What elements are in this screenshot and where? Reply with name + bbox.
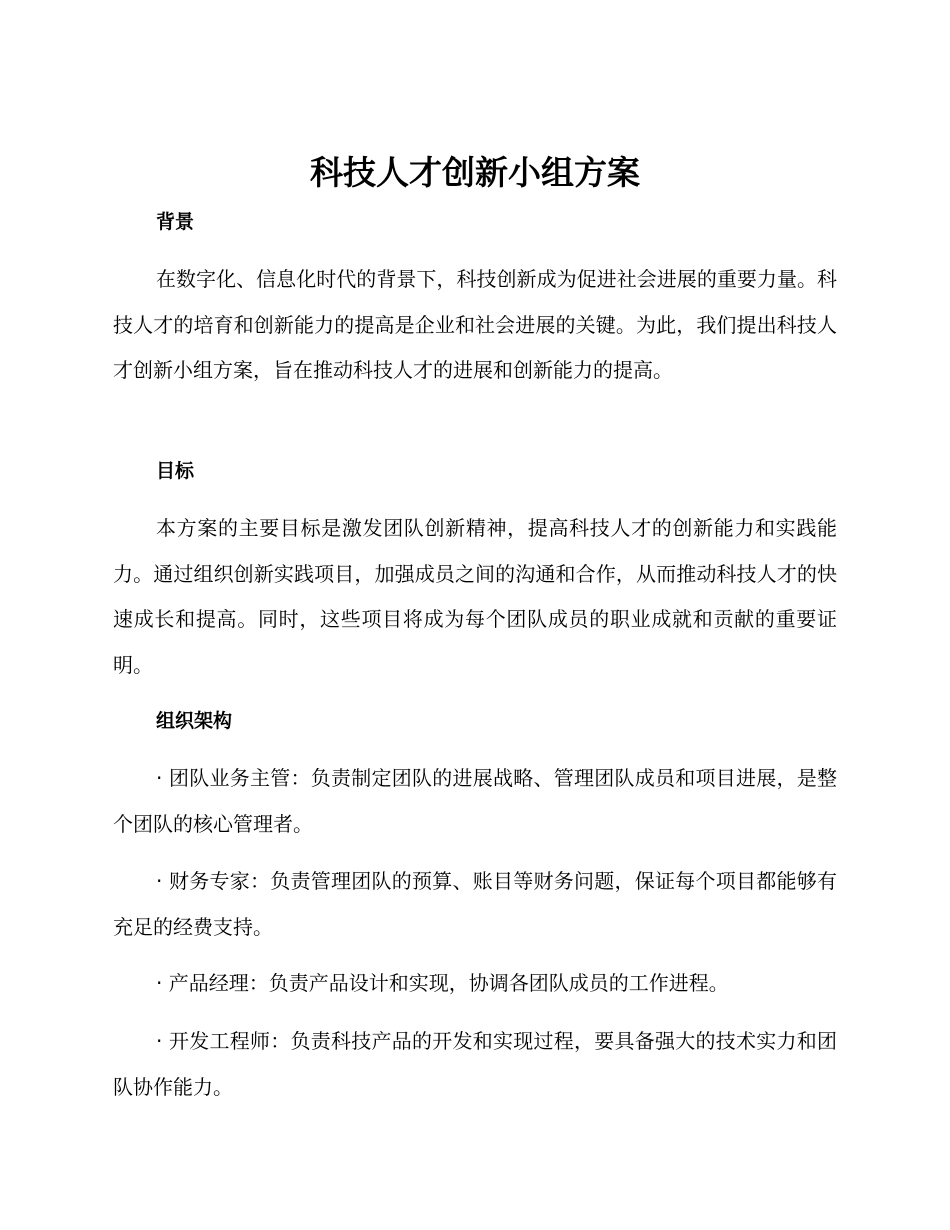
org-item-developer: · 开发工程师：负责科技产品的开发和实现过程，要具备强大的技术实力和团队协作能力。 xyxy=(113,1029,837,1099)
section-heading-background: 背景 xyxy=(156,211,195,233)
background-paragraph: 在数字化、信息化时代的背景下，科技创新成为促进社会进展的重要力量。科技人才的培育和创新能力的提高是企业和社会进展的关键。为此，我们提出科技人才创新小组方案，旨在推动科技人才的进展和创新能力的提高。 xyxy=(113,267,837,382)
section-heading-goal: 目标 xyxy=(156,460,195,482)
section-heading-organization: 组织架构 xyxy=(156,710,233,732)
org-item-finance-expert: · 财务专家：负责管理团队的预算、账目等财务问题，保证每个项目都能够有充足的经费支持。 xyxy=(113,869,837,939)
document-title: 科技人才创新小组方案 xyxy=(310,153,640,192)
org-item-product-manager: · 产品经理：负责产品设计和实现，协调各团队成员的工作进程。 xyxy=(156,971,729,995)
org-item-business-lead: · 团队业务主管：负责制定团队的进展战略、管理团队成员和项目进展，是整个团队的核心管理者。 xyxy=(113,766,837,836)
goal-paragraph: 本方案的主要目标是激发团队创新精神，提高科技人才的创新能力和实践能力。通过组织创新实践项目，加强成员之间的沟通和合作，从而推动科技人才的快速成长和提高。同时，这些项目将成为每个团队成员的职业成就和贡献的重要证明。 xyxy=(113,516,837,677)
